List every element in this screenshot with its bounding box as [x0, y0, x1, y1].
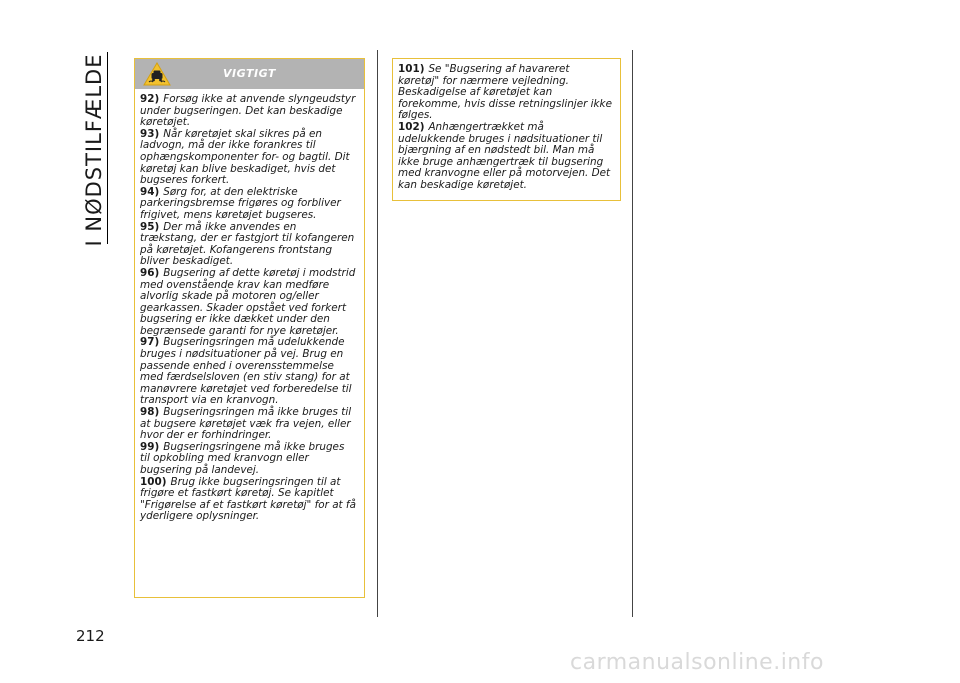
- note-number: 95): [140, 220, 160, 233]
- note-text: Bugsering af dette køretøj i modstrid med ovenstående krav kan medføre alvorlig skade på motoren og/eller gearkassen. Skader opstået ved forkert bugsering er ikke dækket under den begrænsede garanti for nye køretøjer.: [140, 266, 356, 337]
- note-text: Forsøg ikke at anvende slyngeudstyr under bugseringen. Det kan beskadige køretøjet.: [140, 93, 356, 129]
- note-text: Der må ikke anvendes en trækstang, der er fastgjort til kofangeren på køretøjet. Kofangerens frontstang bliver beskadiget.: [140, 220, 355, 268]
- watermark: carmanualsonline.info: [570, 650, 824, 675]
- note-number: 97): [140, 336, 160, 349]
- column-divider-right: [632, 50, 633, 617]
- note-item: [140, 337, 356, 407]
- note-text: Anhængertrækket må udelukkende bruges i nødsituationer til bjærgning af en nødstedt bil. Man må ikke bruge anhængertræk til bugsering med kranvogne eller på motorvejen. Det kan beskadige køretøjet.: [398, 120, 611, 191]
- note-item: [140, 187, 356, 222]
- note-number: 92): [140, 93, 160, 105]
- section-title: I NØDSTILFÆLDE: [82, 53, 106, 247]
- warning-notes: [135, 89, 364, 529]
- note-item: [398, 122, 612, 192]
- note-number: 99): [140, 440, 160, 453]
- note-item: [140, 477, 356, 523]
- note-text: Sørg for, at den elektriske parkeringsbremse frigøres og forbliver frigivet, mens køretøjet bugseres.: [140, 185, 341, 221]
- note-number: 98): [140, 406, 160, 419]
- note-number: 96): [140, 266, 160, 279]
- note-text: Når køretøjet skal sikres på en ladvogn, må der ikke forankres til ophængskomponenter for- og bagtil. Dit køretøj kan blive beskadiget, hvis det bugseres forkert.: [140, 127, 350, 187]
- note-item: [140, 407, 356, 442]
- note-text: Bugseringsringen må ikke bruges til at bugsere køretøjet væk fra vejen, eller hvor der er forhindringer.: [140, 406, 352, 442]
- note-item: [398, 64, 612, 122]
- note-item: [140, 129, 356, 187]
- note-number: 94): [140, 185, 160, 198]
- note-item: [140, 94, 356, 129]
- note-number: 102): [398, 120, 425, 133]
- warning-box-title: VIGTIGT: [223, 67, 276, 80]
- continuation-notes: [393, 59, 620, 198]
- column-divider-left: [377, 50, 378, 617]
- section-divider: [107, 52, 108, 244]
- continuation-box: [392, 58, 621, 201]
- note-text: Brug ikke bugseringsringen til at frigøre et fastkørt køretøj. Se kapitlet "Frigørelse af et fastkørt køretøj" for at få yderligere oplysninger.: [140, 475, 356, 523]
- note-number: 101): [398, 63, 425, 75]
- note-item: [140, 222, 356, 268]
- note-item: [140, 442, 356, 477]
- note-text: Bugseringsringen må udelukkende bruges i nødsituationer på vej. Brug en passende enhed i overensstemmelse med færdselsloven (en stiv stang) for at manøvrere køretøjet ved forberedelse til transport via en kranvogn.: [140, 336, 352, 407]
- warning-box-header: [135, 59, 364, 89]
- note-number: 93): [140, 127, 160, 140]
- warning-box: [134, 58, 365, 598]
- page-number: 212: [76, 627, 105, 645]
- note-text: Bugseringsringene må ikke bruges til opkobling med kranvogn eller bugsering på landevej.: [140, 440, 345, 476]
- note-number: 100): [140, 475, 167, 488]
- note-item: [140, 268, 356, 338]
- note-text: Se "Bugsering af havareret køretøj" for nærmere vejledning. Beskadigelse af køretøjet kan forekomme, hvis disse retningslinjer ikke følges.: [398, 63, 612, 122]
